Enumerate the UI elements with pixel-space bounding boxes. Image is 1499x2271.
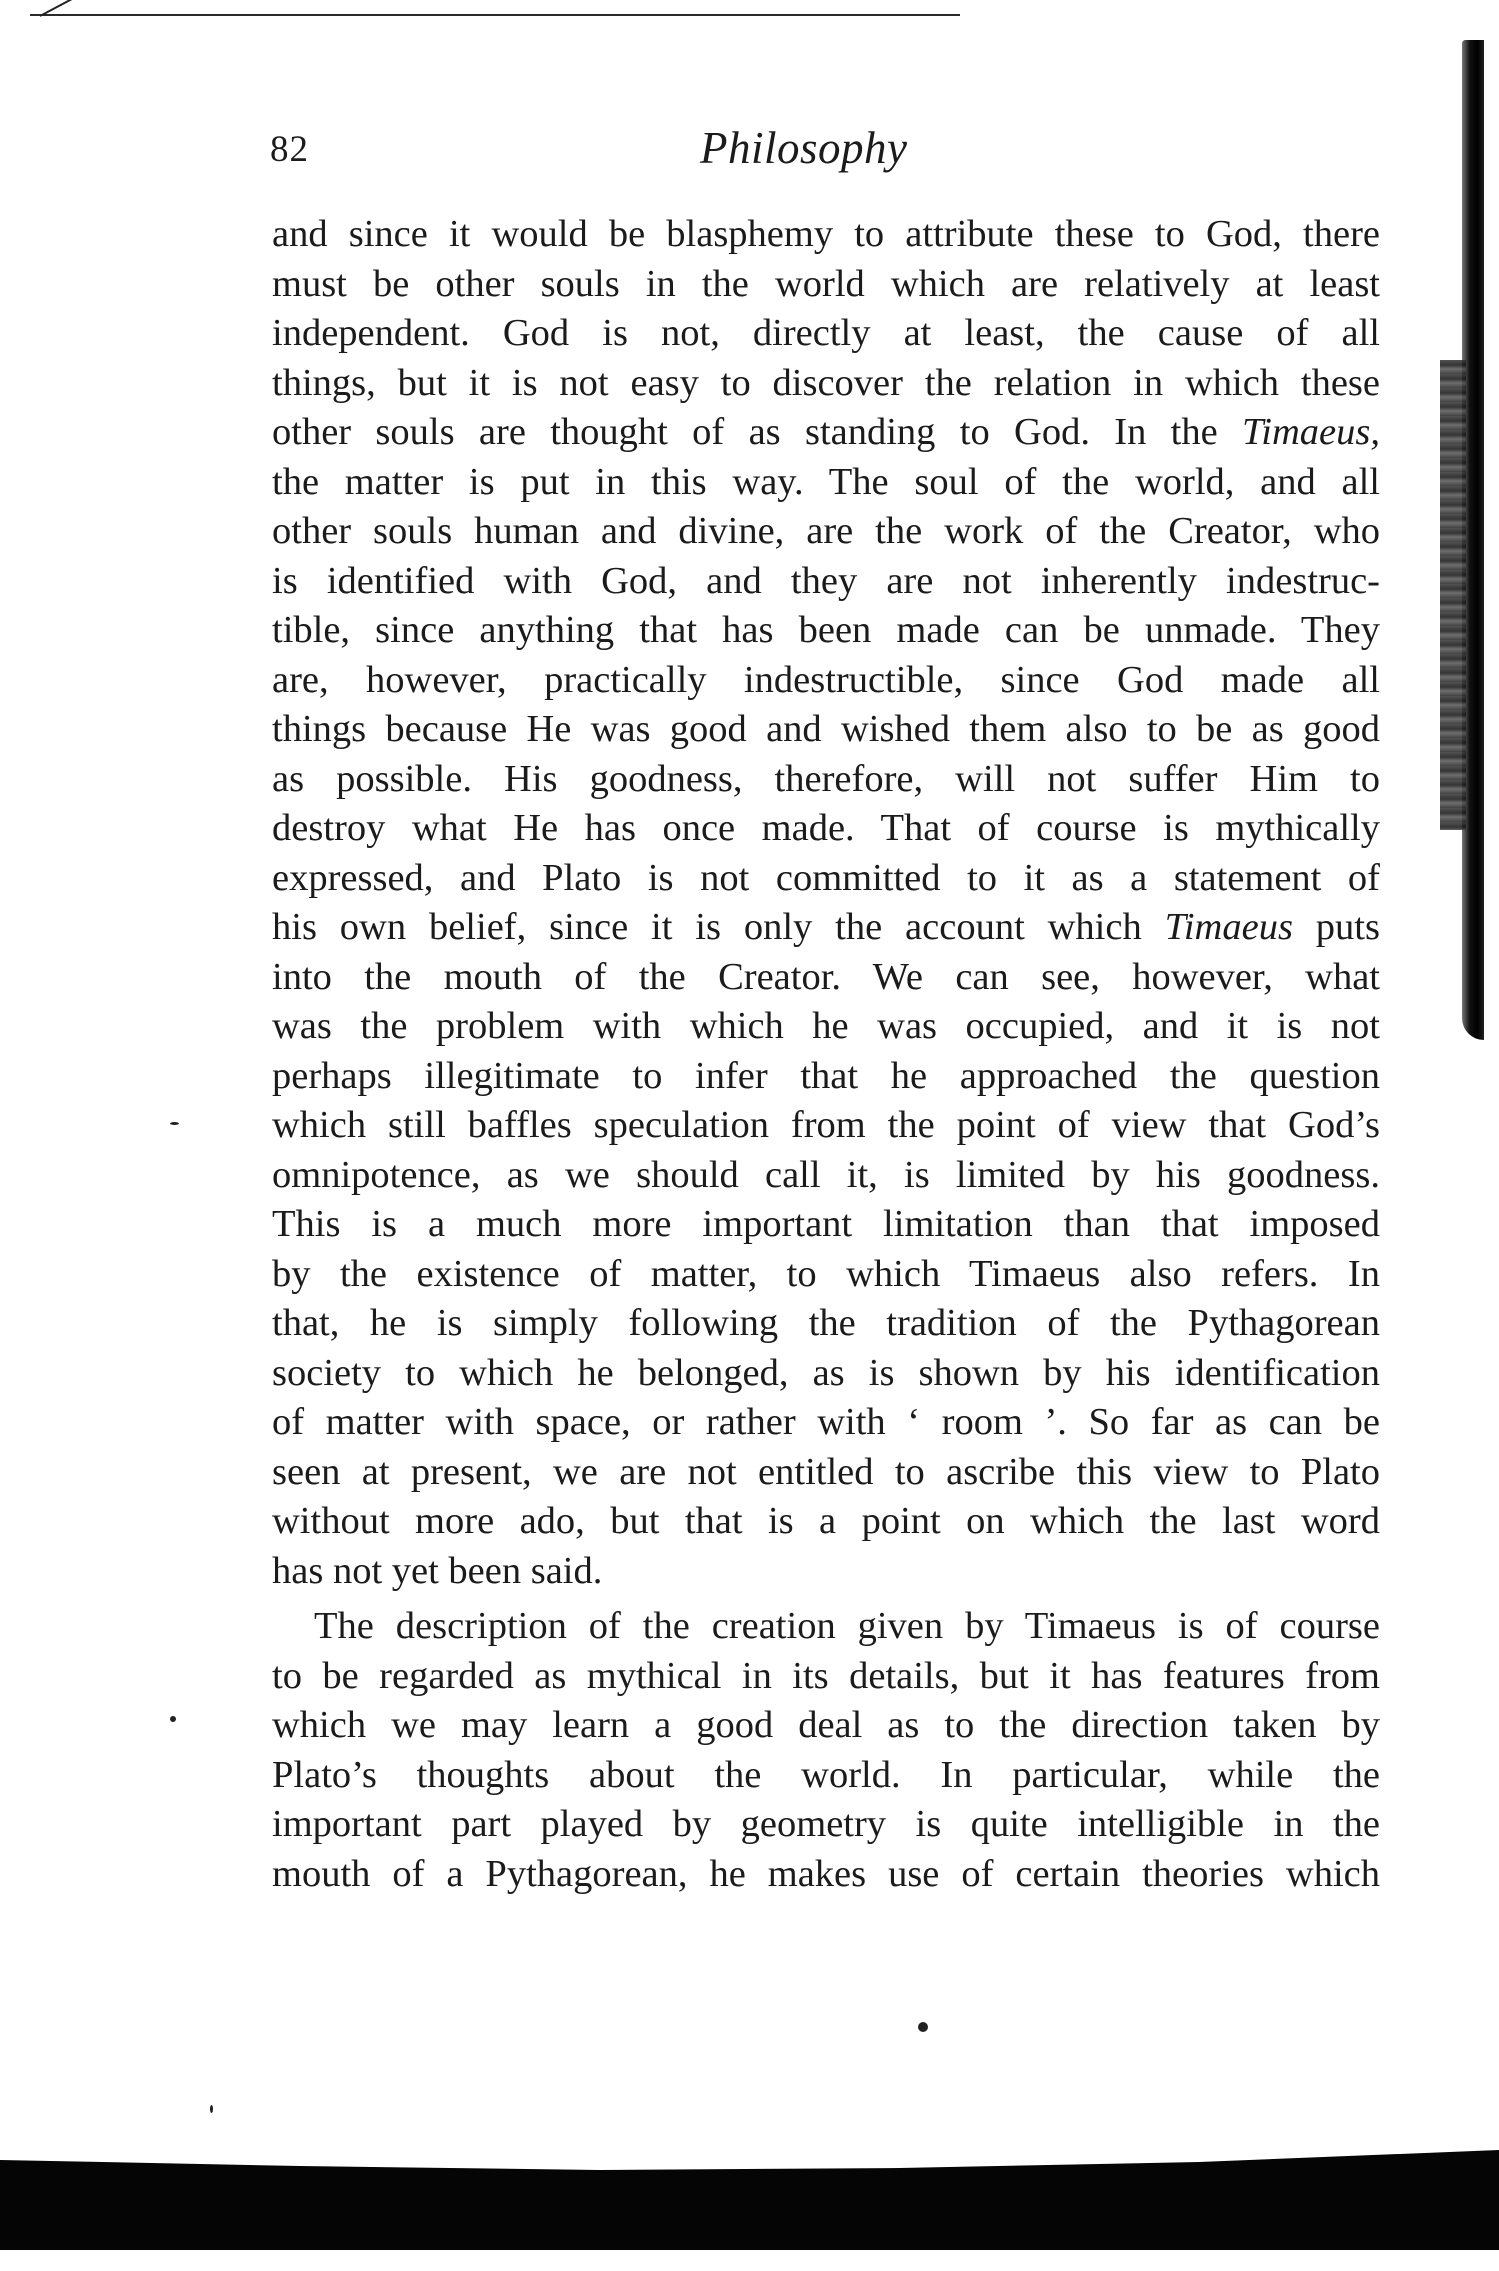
- text-line: and since it would be blasphemy to attribute these to God, there: [272, 213, 1380, 255]
- bottom-scan-shadow: [0, 2150, 1499, 2250]
- text-line: the matter is put in this way. The soul of the world, and all: [272, 460, 1380, 503]
- text-line: Plato’s thoughts about the world. In particular, while the: [272, 1753, 1380, 1796]
- text-line: must be other souls in the world which are relatively at least: [272, 262, 1380, 305]
- margin-mark: [170, 1716, 176, 1722]
- text-line: of matter with space, or rather with ‘ room ’. So far as can be: [272, 1401, 1380, 1443]
- paragraph-1: [272, 210, 1380, 1596]
- scan-speck: [210, 2105, 213, 2113]
- text-line: The description of the creation given by Timaeus is of course: [314, 1605, 1380, 1647]
- text-line: expressed, and Plato is not committed to it as a statement of: [272, 856, 1380, 899]
- text-line: seen at present, we are not entitled to ascribe this view to Plato: [272, 1450, 1380, 1493]
- text-line: important part played by geometry is quite intelligible in the: [272, 1803, 1380, 1845]
- text-segment: other souls are thought of as standing to God. In the: [272, 411, 1243, 453]
- text-line: [272, 408, 1380, 458]
- scan-speck: [918, 2022, 928, 2032]
- margin-mark: [170, 1122, 179, 1125]
- text-line: by the existence of matter, to which Timaeus also refers. In: [272, 1252, 1380, 1295]
- text-line: things, but it is not easy to discover the relation in which these: [272, 361, 1380, 404]
- text-line: into the mouth of the Creator. We can see, however, what: [272, 955, 1380, 998]
- page-top-rule: [30, 14, 960, 16]
- text-line: [272, 903, 1380, 953]
- text-line: that, he is simply following the tradition of the Pythagorean: [272, 1302, 1380, 1344]
- text-line: omnipotence, as we should call it, is limited by his goodness.: [272, 1153, 1380, 1196]
- text-line: which we may learn a good deal as to the direction taken by: [272, 1704, 1380, 1746]
- text-line: to be regarded as mythical in its details, but it has features from: [272, 1654, 1380, 1697]
- text-line: destroy what He has once made. That of course is mythically: [272, 807, 1380, 849]
- text-line: has not yet been said.: [272, 1549, 603, 1592]
- italic-title: Timaeus,: [1242, 411, 1380, 453]
- text-line: independent. God is not, directly at least, the cause of all: [272, 312, 1380, 354]
- text-line: mouth of a Pythagorean, he makes use of certain theories which: [272, 1852, 1380, 1895]
- running-head: Philosophy: [700, 123, 908, 173]
- text-line: was the problem with which he was occupied, and it is not: [272, 1005, 1380, 1047]
- paragraph-2: [272, 1602, 1380, 1899]
- italic-title: Timaeus: [1164, 906, 1293, 948]
- text-line: as possible. His goodness, therefore, will not suffer Him to: [272, 757, 1380, 800]
- text-line: other souls human and divine, are the work of the Creator, who: [272, 510, 1380, 552]
- text-line: things because He was good and wished them also to be as good: [272, 708, 1380, 750]
- right-edge-shadow-texture: [1440, 360, 1466, 830]
- text-line: is identified with God, and they are not inherently indestruc-: [272, 559, 1380, 602]
- text-segment: puts: [1292, 906, 1380, 948]
- text-line: perhaps illegitimate to infer that he approached the question: [272, 1054, 1380, 1097]
- text-line: This is a much more important limitation than that imposed: [272, 1203, 1380, 1245]
- text-line: which still baffles speculation from the point of view that God’s: [272, 1104, 1380, 1146]
- text-line: society to which he belonged, as is shown by his identification: [272, 1351, 1380, 1394]
- text-line: are, however, practically indestructible, since God made all: [272, 658, 1380, 701]
- page-number: 82: [270, 129, 309, 170]
- text-line: without more ado, but that is a point on which the last word: [272, 1500, 1380, 1542]
- body-text: [272, 210, 1380, 1899]
- page-header: [270, 122, 1390, 182]
- text-segment: his own belief, since it is only the account which: [272, 906, 1165, 948]
- text-line: tible, since anything that has been made can be unmade. They: [272, 609, 1380, 651]
